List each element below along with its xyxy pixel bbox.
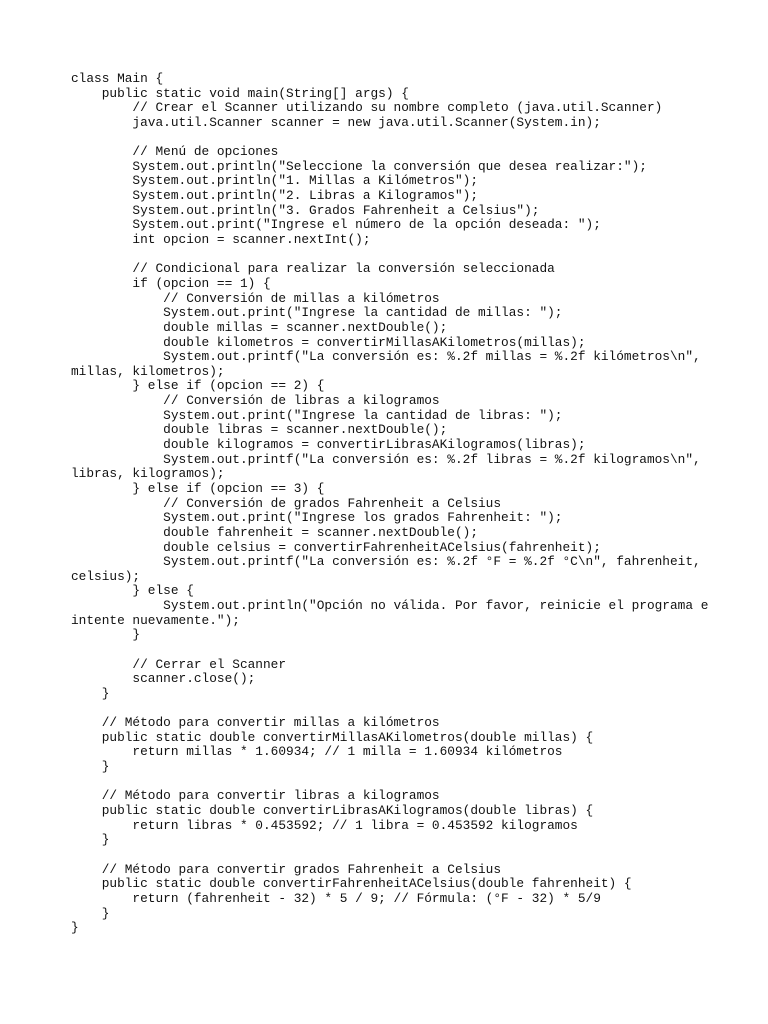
code-line: // Condicional para realizar la conversión seleccionada: [71, 261, 555, 277]
code-line: // Conversión de libras a kilogramos: [71, 393, 440, 409]
code-line: }: [71, 759, 110, 775]
code-line: System.out.println("2. Libras a Kilogramos");: [71, 188, 479, 204]
code-line: libras, kilogramos);: [71, 466, 225, 482]
code-line: // Conversión de grados Fahrenheit a Celsius: [71, 495, 502, 511]
code-line: [71, 775, 761, 790]
code-line: [71, 702, 761, 717]
code-line: // Método para convertir grados Fahrenheit a Celsius: [71, 861, 502, 877]
code-line: }: [71, 920, 79, 936]
code-line: System.out.print("Ingrese el número de la opción deseada: ");: [71, 217, 601, 233]
code-line: // Método para convertir millas a kilómetros: [71, 715, 440, 731]
code-line: double celsius = convertirFahrenheitACelsius(fahrenheit);: [71, 539, 601, 555]
code-line: return (fahrenheit - 32) * 5 / 9; // Fórmula: (°F - 32) * 5/9: [71, 890, 601, 906]
code-line: java.util.Scanner scanner = new java.util.Scanner(System.in);: [71, 114, 601, 130]
code-line: public static double convertirFahrenheitACelsius(double fahrenheit) {: [71, 876, 632, 892]
code-line: // Conversión de millas a kilómetros: [71, 290, 440, 306]
code-line: [71, 248, 761, 263]
code-line: public static double convertirMillasAKilometros(double millas) {: [71, 729, 594, 745]
code-line: } else {: [71, 583, 194, 599]
code-line: }: [71, 832, 110, 848]
code-line: System.out.print("Ingrese la cantidad de millas: ");: [71, 305, 563, 321]
code-line: double kilometros = convertirMillasAKilometros(millas);: [71, 334, 586, 350]
code-line: } else if (opcion == 3) {: [71, 480, 325, 496]
code-line: System.out.println("3. Grados Fahrenheit a Celsius");: [71, 202, 540, 218]
code-line: System.out.print("Ingrese los grados Fahrenheit: ");: [71, 510, 563, 526]
code-line: intente nuevamente.");: [71, 612, 240, 628]
code-line: public static void main(String[] args) {: [71, 85, 409, 101]
code-line: double kilogramos = convertirLibrasAKilogramos(libras);: [71, 437, 586, 453]
code-line: // Menú de opciones: [71, 144, 279, 160]
code-line: System.out.printf("La conversión es: %.2f °F = %.2f °C\n", fahrenheit,: [71, 554, 701, 570]
code-line: class Main {: [71, 71, 164, 86]
code-line: [71, 131, 761, 146]
code-line: System.out.print("Ingrese la cantidad de libras: ");: [71, 407, 563, 423]
code-line: } else if (opcion == 2) {: [71, 378, 325, 394]
code-line: [71, 848, 761, 863]
code-line: System.out.printf("La conversión es: %.2f millas = %.2f kilómetros\n",: [71, 349, 701, 365]
code-line: // Método para convertir libras a kilogramos: [71, 788, 440, 804]
code-line: celsius);: [71, 568, 141, 584]
code-line: double libras = scanner.nextDouble();: [71, 422, 448, 438]
code-line: System.out.println("Seleccione la conversión que desea realizar:");: [71, 158, 647, 174]
code-line: System.out.println("1. Millas a Kilómetros");: [71, 173, 479, 189]
code-line: System.out.printf("La conversión es: %.2f libras = %.2f kilogramos\n",: [71, 451, 701, 467]
code-line: [71, 643, 761, 658]
code-line: public static double convertirLibrasAKilogramos(double libras) {: [71, 803, 594, 819]
code-line: }: [71, 905, 110, 921]
code-line: // Crear el Scanner utilizando su nombre completo (java.util.Scanner): [71, 100, 663, 116]
code-line: System.out.println("Opción no válida. Por favor, reinicie el programa e: [71, 598, 709, 614]
code-line: if (opcion == 1) {: [71, 275, 271, 291]
code-listing: [71, 72, 761, 936]
code-line: }: [71, 627, 141, 643]
code-line: }: [71, 685, 110, 701]
code-line: int opcion = scanner.nextInt();: [71, 232, 371, 248]
code-line: double millas = scanner.nextDouble();: [71, 319, 448, 335]
code-line: double fahrenheit = scanner.nextDouble();: [71, 524, 479, 540]
code-line: // Cerrar el Scanner: [71, 656, 287, 672]
code-line: return libras * 0.453592; // 1 libra = 0.453592 kilogramos: [71, 817, 578, 833]
code-line: scanner.close();: [71, 671, 256, 687]
code-line: millas, kilometros);: [71, 363, 225, 379]
code-line: return millas * 1.60934; // 1 milla = 1.60934 kilómetros: [71, 744, 563, 760]
